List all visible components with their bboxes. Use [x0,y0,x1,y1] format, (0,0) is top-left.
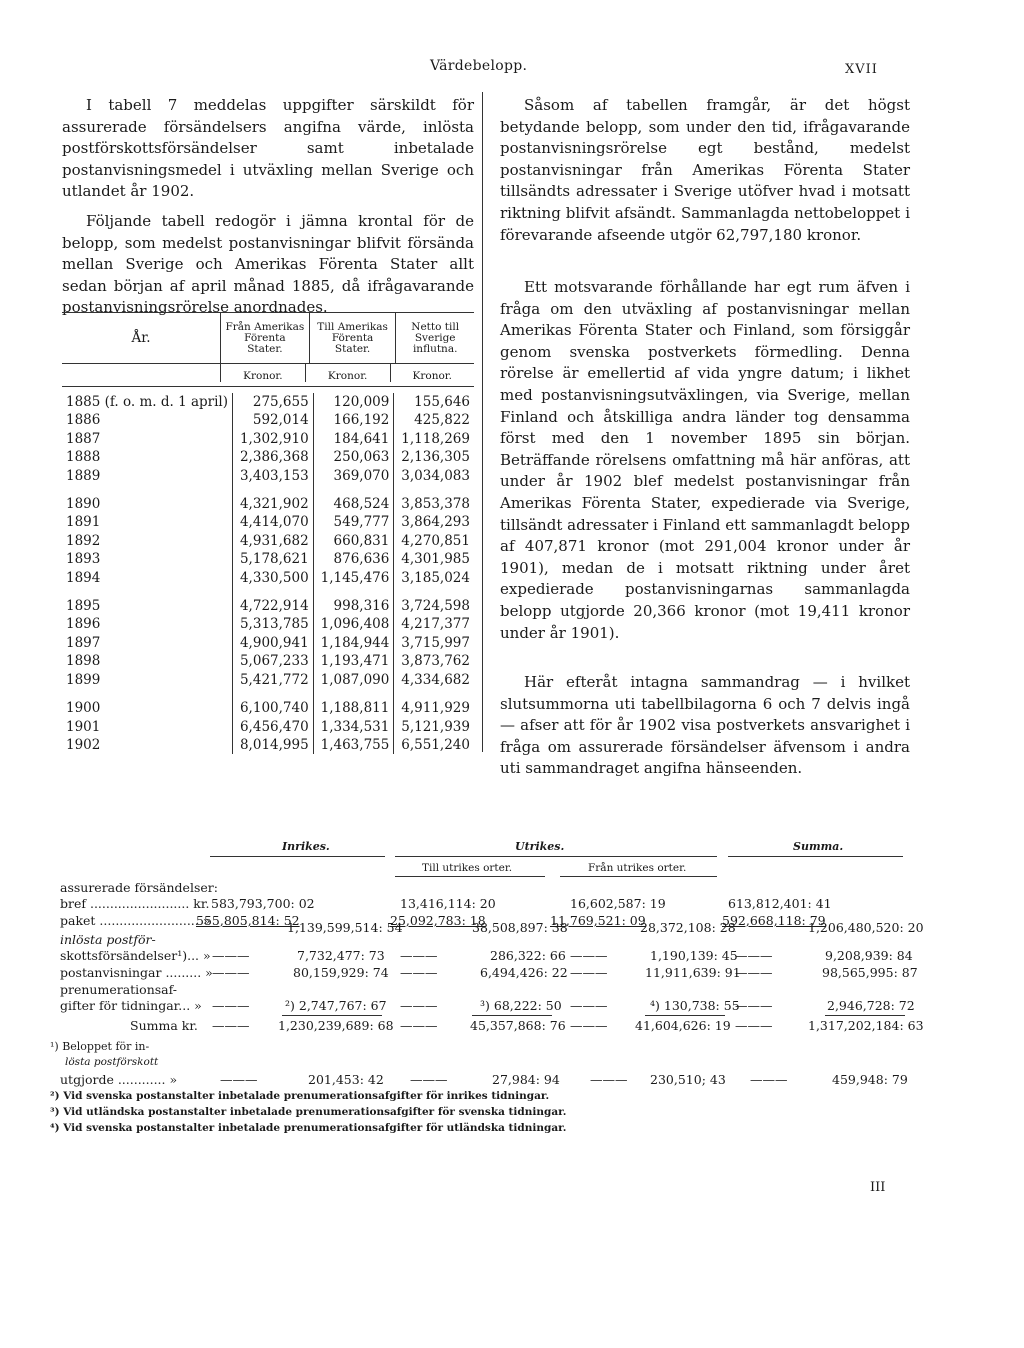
value-cell: 468,524 [313,495,394,513]
value-cell: 6,100,740 [233,699,314,717]
year-cell: 1900 [66,700,101,717]
year-cell: 1896 [66,616,101,633]
value-cell: 549,777 [313,513,394,531]
dash: ——— [410,1072,448,1087]
row-label: paket ......................... » [60,913,211,928]
cell: 2,946,728: 72 [827,998,915,1013]
table-row [62,532,474,550]
group-gap [62,689,474,699]
table-row [62,513,474,531]
value-cell: 6,456,470 [233,718,314,736]
year-cell: 1901 [66,718,101,735]
value-cell: 4,330,500 [233,569,314,587]
value-cell: 592,014 [233,411,314,429]
col-header-net: Netto till Sverige influtna. [396,313,474,363]
value-cell: 4,931,682 [233,532,314,550]
value-cell: 166,192 [313,411,394,429]
unit-spacer [62,364,221,382]
cell: ²) 2,747,767: 67 [285,998,387,1013]
col-utrikes: Utrikes. [515,840,565,853]
cell: 1,190,139: 45 [650,948,738,963]
value-cell: 2,386,368 [233,448,314,466]
value-cell: 1,096,408 [313,615,394,633]
table-row [62,597,474,615]
cell: 230,510; 43 [650,1072,726,1087]
col-summa: Summa. [793,840,844,853]
table-row [62,671,474,689]
value-cell: 998,316 [313,597,394,615]
cell: 459,948: 79 [832,1072,908,1087]
row-label: postanvisningar ......... » [60,965,213,980]
cell: 11,769,521: 09 [550,913,646,928]
dash: ——— [590,1072,628,1087]
value-cell: 369,070 [313,467,394,485]
table-row [62,430,474,448]
summary-table [50,840,924,1140]
unit-label: Kronor. [390,364,474,382]
row-label: prenumerationsaf- [60,982,178,997]
footnote-4: ⁴) Vid svenska postanstalter inbetalade prenumerationsafgifter för utländska tidningar. [50,1122,567,1134]
value-cell: 4,414,070 [233,513,314,531]
footnote-1: ¹) Beloppet för in- [50,1040,150,1053]
value-cell: 4,217,377 [394,615,474,633]
value-cell: 1,302,910 [233,430,314,448]
value-cell: 5,421,772 [233,671,314,689]
cell: 27,984: 94 [492,1072,560,1087]
value-cell: 3,724,598 [394,597,474,615]
left-column-text [62,95,474,319]
group-gap [62,587,474,597]
cell: 80,159,929: 74 [293,965,389,980]
value-cell: 425,822 [394,411,474,429]
row-label: inlösta postför- [60,932,156,947]
cell: 38,508,897: 38 [472,920,568,935]
value-cell: 5,178,621 [233,550,314,568]
value-cell: 2,136,305 [394,448,474,466]
year-cell: 1887 [66,430,101,447]
value-cell: 6,551,240 [394,736,474,754]
dash: ——— [570,1018,608,1033]
value-cell: 184,641 [313,430,394,448]
value-cell: 1,118,269 [394,430,474,448]
cell: 1,317,202,184: 63 [808,1018,924,1033]
value-cell: 5,313,785 [233,615,314,633]
year-cell: 1902 [66,736,101,753]
dash: ——— [400,965,438,980]
value-cell: 660,831 [313,532,394,550]
right-column-text [500,95,910,246]
dash: ——— [212,998,250,1013]
running-head: Värdebelopp. [430,58,528,74]
dash: ——— [735,1018,773,1033]
table-row [62,652,474,670]
dash: ——— [400,948,438,963]
cell: 11,911,639: 91 [645,965,741,980]
dash: ——— [750,1072,788,1087]
year-cell: 1890 [66,496,101,513]
value-cell: 3,403,153 [233,467,314,485]
cell: 1,230,239,689: 68 [278,1018,394,1033]
cell: 555,805,814: 52 [196,913,300,928]
cell: 13,416,114: 20 [400,896,496,911]
value-cell: 155,646 [394,393,474,411]
value-cell: 5,121,939 [394,718,474,736]
year-cell: 1888 [66,449,101,466]
cell: 583,793,700: 02 [211,896,315,911]
year-cell: 1889 [66,467,101,484]
value-cell: 8,014,995 [233,736,314,754]
row-label: gifter för tidningar... » [60,998,202,1013]
table-row [62,615,474,633]
value-cell: 4,270,851 [394,532,474,550]
right-column-text-2 [500,277,910,644]
value-cell: 5,067,233 [233,652,314,670]
cell: ⁴) 130,738: 55 [650,998,740,1013]
unit-label: Kronor. [221,364,306,382]
table-row [62,411,474,429]
cell: 286,322: 66 [490,948,566,963]
value-cell: 3,864,293 [394,513,474,531]
footnote-3: ³) Vid utländska postanstalter inbetalade prenumerationsafgifter för svenska tidningar. [50,1106,567,1118]
col-header-year: År. [131,329,151,346]
dash: ——— [400,998,438,1013]
sub-fran: Från utrikes orter. [588,862,687,874]
dash: ——— [735,998,773,1013]
value-cell: 3,873,762 [394,652,474,670]
year-cell: 1886 [66,412,101,429]
dash: ——— [570,948,608,963]
group-gap [62,485,474,495]
cell: 45,357,868: 76 [470,1018,566,1033]
col-header-to-usa: Till Amerikas Förenta Stater. [309,313,396,363]
cell: 16,602,587: 19 [570,896,666,911]
year-cell: 1895 [66,598,101,615]
dash: ——— [735,948,773,963]
year-cell: 1894 [66,569,101,586]
table-row [62,718,474,736]
paragraph: Här efteråt intagna sammandrag — i hvilket slutsummorna uti tabellbilagorna 6 och 7 delvis ingå — afser att för år 1902 visa postverkets ansvarighet i fråga om assurerade försändelser äfvensom i andra uti sammandraget angifna hänseenden. [500,673,910,778]
dash: ——— [570,998,608,1013]
value-cell: 3,715,997 [394,634,474,652]
page-roman-numeral: XVII [845,62,878,77]
year-cell: 1885 (f. o. m. d. 1 april) [66,394,229,410]
paragraph: I tabell 7 meddelas uppgifter särskildt för assurerade försändelsers angifna värde, inlösta postförskottsförsändelser samt inbetalade postanvisningsmedel i utväxling mellan Sverige och utlandet år 1902. [62,96,474,201]
cell: 28,372,108: 28 [640,920,736,935]
year-cell: 1897 [66,634,101,651]
year-cell: 1893 [66,551,101,568]
table-row [62,495,474,513]
value-cell: 1,463,755 [313,736,394,754]
value-cell: 1,188,811 [313,699,394,717]
value-cell: 4,301,985 [394,550,474,568]
dash: ——— [212,948,250,963]
cell: 6,494,426: 22 [480,965,568,980]
remittance-table [62,312,474,754]
value-cell: 3,034,083 [394,467,474,485]
footnote-1: utgjorde ............ » [60,1072,178,1087]
value-cell: 3,853,378 [394,495,474,513]
cell: 201,453: 42 [308,1072,384,1087]
table-row [62,393,474,411]
table-row [62,634,474,652]
year-cell: 1891 [66,514,101,531]
value-cell: 250,063 [313,448,394,466]
cell: 7,732,477: 73 [297,948,385,963]
dash: ——— [220,1072,258,1087]
year-cell: 1892 [66,532,101,549]
value-cell: 4,334,682 [394,671,474,689]
value-cell: 120,009 [313,393,394,411]
cell: 613,812,401: 41 [728,896,832,911]
value-cell: 1,193,471 [313,652,394,670]
table-row [62,550,474,568]
row-label: bref ......................... kr. [60,896,210,911]
table-row [62,467,474,485]
col-header-from-usa: Från Amerikas Förenta Stater. [221,313,310,363]
row-label: skottsförsändelser¹)... » [60,948,211,963]
cell: 1,206,480,520: 20 [808,920,924,935]
column-divider [482,92,483,752]
value-cell: 3,185,024 [394,569,474,587]
cell: 98,565,995: 87 [822,965,918,980]
year-cell: 1898 [66,653,101,670]
dash: ——— [735,965,773,980]
footnote-2: ²) Vid svenska postanstalter inbetalade prenumerationsafgifter för inrikes tidningar. [50,1090,550,1102]
value-cell: 876,636 [313,550,394,568]
table-row [62,736,474,754]
value-cell: 4,321,902 [233,495,314,513]
year-cell: 1899 [66,671,101,688]
value-cell: 4,722,914 [233,597,314,615]
page-number: III [870,1180,886,1195]
table-row [62,569,474,587]
cell: 41,604,626: 19 [635,1018,731,1033]
col-inrikes: Inrikes. [282,840,330,853]
row-label: Summa kr. [130,1018,198,1033]
value-cell: 275,655 [233,393,314,411]
cell: 592,668,118: 79 [722,913,826,928]
value-cell: 1,087,090 [313,671,394,689]
dash: ——— [212,1018,250,1033]
dash: ——— [212,965,250,980]
unit-label: Kronor. [305,364,390,382]
dash: ——— [570,965,608,980]
right-column-text-3 [500,672,910,780]
sub-till: Till utrikes orter. [422,862,513,874]
paragraph: Följande tabell redogör i jämna krontal för de belopp, som medelst postanvisningar blifvit försända mellan Sverige och Amerikas Förenta Stater allt sedan början af april månad 1885, då ifrågavarande postanvisningsrörelse anordnades. [62,211,474,317]
cell: 25,092,783: 18 [390,913,486,928]
table-row [62,448,474,466]
paragraph: Såsom af tabellen framgår, är det högst betydande belopp, som under den tid, ifrågavarande postanvisningsrörelse egt bestånd, medelst postanvisningar från Amerikas Förenta Stater tillsändts adressater i Sverige utöfver hvad i motsatt riktning blifvit afsändt. Sammanlagda nettobeloppet i förevarande afseende utgör 62,797,180 kronor. [500,96,910,244]
value-cell: 4,900,941 [233,634,314,652]
cell: 9,208,939: 84 [825,948,913,963]
cell: ³) 68,222: 50 [480,998,562,1013]
footnote-1: lösta postförskott [65,1056,159,1068]
table-row [62,699,474,717]
group-label: assurerade försändelser: [60,880,218,895]
value-cell: 1,334,531 [313,718,394,736]
paragraph: Ett motsvarande förhållande har egt rum äfven i fråga om den utväxling af postanvisningar mellan Amerikas Förenta Stater och Finland, som försiggår genom svenska postverkets förmedling. Denna rörelse är emellertid af vida yngre datum; i likhet med postanvisningsutväxlingen, via Sverige, mellan Finland och åtskilliga andra länder tog densamma först med den 1 november 1895 sin början. Beträffande rörelsens omfattning må här anföras, att under år 1902 blef medelst postanvisningar från Amerikas Förenta Stater, expedierade via Sverige, tillsändt adressater i Finland ett sammanlagdt belopp af 407,871 kronor (mot 291,004 kronor under år 1901), medan de i motsatt riktning under året expedierade postanvisningarnas sammanlagda belopp utgjorde 20,366 kronor (mot 19,411 kronor under år 1901). [500,278,910,642]
value-cell: 4,911,929 [394,699,474,717]
cell: 1,139,599,514: 54 [287,920,403,935]
dash: ——— [400,1018,438,1033]
value-cell: 1,145,476 [313,569,394,587]
value-cell: 1,184,944 [313,634,394,652]
